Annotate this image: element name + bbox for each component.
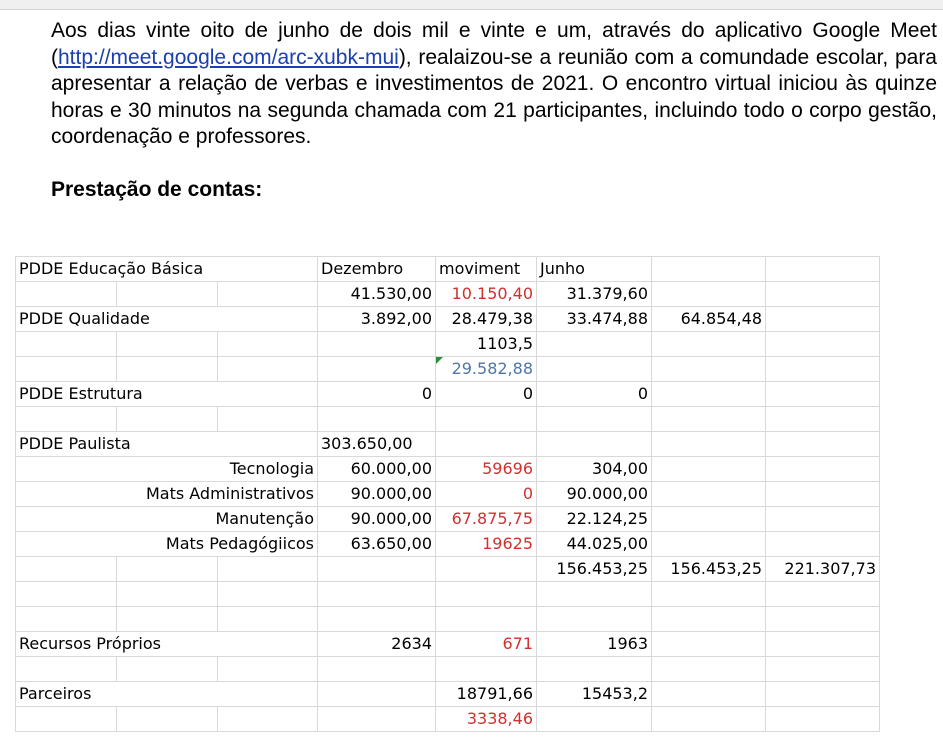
cell-value: 59696 [436,457,537,482]
table-row [16,282,880,307]
accounts-spreadsheet [15,256,880,732]
table-row [16,307,880,332]
cell-value: 0 [436,482,537,507]
table-row [16,357,880,382]
cell-value: 3338,46 [436,707,537,732]
row-label: PDDE Qualidade [16,307,318,332]
table-row [16,607,880,632]
cell-value: 3.892,00 [318,307,436,332]
cell-value: 60.000,00 [318,457,436,482]
cell-value: 29.582,88 [436,357,537,382]
header-junho: Junho [537,257,652,282]
table-row [16,382,880,407]
cell-value: 33.474,88 [537,307,652,332]
cell-value: 44.025,00 [537,532,652,557]
top-border [0,0,943,10]
table-row [16,457,880,482]
table-row [16,257,880,282]
cell-value: 0 [436,382,537,407]
cell-value: 1103,5 [436,332,537,357]
row-label: Parceiros [16,682,318,707]
row-label: Manutenção [16,507,318,532]
cell-value: 90.000,00 [318,482,436,507]
row-label: PDDE Educação Básica [16,257,318,282]
table-row [16,657,880,682]
meet-link[interactable]: http://meet.google.com/arc-xubk-mui [58,45,399,69]
row-label: Mats Pedagógiicos [16,532,318,557]
table-row [16,682,880,707]
header-dezembro: Dezembro [318,257,436,282]
cell-value: 0 [318,382,436,407]
cell-value: 28.479,38 [436,307,537,332]
cell-value: 156.453,25 [652,557,766,582]
cell-value: 303.650,00 [318,432,436,457]
intro-text-start: Aos dias vinte oito de junho de dois mil e vinte e um, através do aplicativo Google Meet ( [51,19,937,69]
intro-text-end: ), realaizou-se a reunião com a comundade escolar, para apresentar a relação de verbas e investimentos de 2021. O encontro virtual iniciou às quinze horas e 30 minutos na segunda chamada com 21 participantes, incluindo todo o corpo gestão, coordenação e professores. [51,45,937,148]
cell-value: 304,00 [537,457,652,482]
cell-value: 18791,66 [436,682,537,707]
cell-value: 221.307,73 [766,557,880,582]
cell-value: 671 [436,632,537,657]
table-row [16,432,880,457]
row-label: Recursos Próprios [16,632,318,657]
cell-value: 63.650,00 [318,532,436,557]
row-label: Mats Administrativos [16,482,318,507]
cell-value: 31.379,60 [537,282,652,307]
section-heading: Prestação de contas: [51,178,263,201]
table-row [16,707,880,732]
table-row [16,482,880,507]
row-label: Tecnologia [16,457,318,482]
table-row [16,507,880,532]
cell-value: 0 [537,382,652,407]
cell-value: 22.124,25 [537,507,652,532]
row-label: PDDE Paulista [16,432,318,457]
cell-value: 64.854,48 [652,307,766,332]
cell-value: 15453,2 [537,682,652,707]
cell-value: 19625 [436,532,537,557]
cell-value: 156.453,25 [537,557,652,582]
table-row [16,582,880,607]
cell-value: 1963 [537,632,652,657]
cell-value: 10.150,40 [436,282,537,307]
cell-value: 2634 [318,632,436,657]
cell-value: 90.000,00 [537,482,652,507]
table-row [16,557,880,582]
table-row [16,332,880,357]
table-row [16,407,880,432]
intro-paragraph [51,18,937,151]
header-movimento: moviment [436,257,537,282]
cell-value: 67.875,75 [436,507,537,532]
cell-value: 41.530,00 [318,282,436,307]
cell-value: 90.000,00 [318,507,436,532]
row-label: PDDE Estrutura [16,382,318,407]
table-row [16,632,880,657]
table-row [16,532,880,557]
